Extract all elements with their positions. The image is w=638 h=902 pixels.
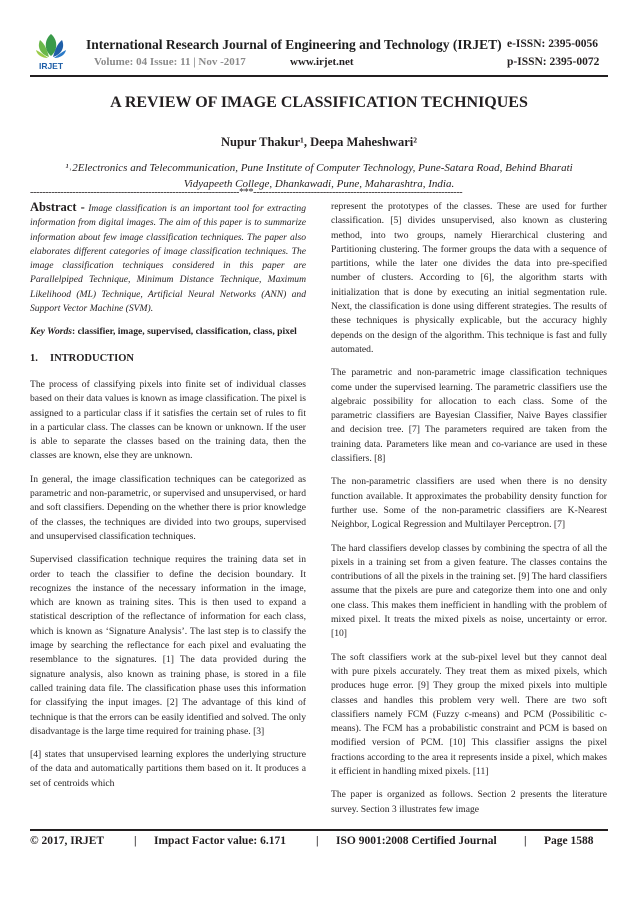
footer-iso: ISO 9001:2008 Certified Journal: [336, 835, 497, 847]
paragraph: The paper is organized as follows. Section 2 presents the literature survey. Section 3 illustrates few image: [331, 789, 607, 815]
p-issn: p-ISSN: 2395-0072: [507, 56, 600, 68]
keywords-text: : classifier, image, supervised, classification, class, pixel: [72, 326, 297, 338]
footer-separator: |: [316, 835, 319, 847]
irjet-logo: [34, 30, 68, 72]
e-issn: e-ISSN: 2395-0056: [507, 38, 599, 50]
keywords-label: Key Words: [30, 326, 73, 338]
paragraph: represent the prototypes of the classes. These are used for further classification. [5] divides unsupervised, also known as clustering method, into two groups, namely Hierarchical clustering and Partitioning clustering. The former groups the data with a sequence of partitions, while the later one divides the data into pre-specified number of clusters. According to [6], the algorithm starts with initialization that is done by executing an initial segmentation rule. Next, the classification is done using different strategies. The results of these techniques is physically explicable, but the accuracy highly depends on the design of the algorithm. This technique is fast and fully automated.: [331, 201, 607, 355]
authors: Nupur Thakur¹, Deepa Maheshwari²: [221, 135, 417, 149]
right-column: [331, 200, 607, 826]
footer-copyright: © 2017, IRJET: [30, 835, 105, 847]
journal-website: www.irjet.net: [290, 56, 354, 68]
volume-issue: Volume: 04 Issue: 11 | Nov -2017: [94, 56, 246, 68]
section-heading: [30, 352, 306, 366]
paragraph: In general, the image classification techniques can be categorized as parametric and non-parametric, or supervised and unsupervised, or hard and soft classifiers. Depending on the whether there is prior knowledge of the classes, the techniques are divided into two groups, supervised and unsupervised classification techniques.: [30, 473, 306, 542]
section-number: 1.: [30, 352, 38, 364]
footer-page-number: Page 1588: [544, 835, 594, 847]
paragraph: The process of classifying pixels into finite set of individual classes based on their data values is known as image classification. The pixel is assigned to a particular class if it satisfies the certain set of rules to fit in a particular class. The classes can be known or unknown. If the user is able to separate the classes based on the training data, then the classes are known, else they are unknown.: [30, 378, 306, 462]
section-divider: ---------------------------------------------------------------------***---------------------------------------------------------------------: [30, 188, 463, 198]
paragraph: The hard classifiers develop classes by combining the spectra of all the pixels in a training set from a given feature. The classes contains the contributions of all the pixels in the training set. [9] The hard classifiers assume that the pixels are pure and categorize them into one and only one class. This makes them inefficient in handling with the problem of mixed pixel. It treats the mixed pixels as noise, uncertainty or error. [10]: [331, 542, 607, 640]
abstract: [30, 200, 306, 316]
paragraph: [4] states that unsupervised learning explores the underlying structure of the data and automatically partitions them based on it. It produces a set of centroids which: [30, 749, 306, 789]
footer-impact-factor: Impact Factor value: 6.171: [154, 835, 287, 847]
abstract-label: Abstract -: [30, 200, 85, 214]
section-title: INTRODUCTION: [50, 352, 135, 364]
left-column: [30, 200, 306, 800]
leaf-icon: [36, 34, 66, 58]
paragraph: The parametric and non-parametric image classification techniques come under the supervised learning. The parametric classifiers use the algebraic possibility for allocation to each class. Some of the parametric classifiers are Bayesian Classifier, Naive Bayes classifier and decision tree. [7] The parameters required are taken from the training data. Parameters like mean and co-variance are used in these classifiers. [8]: [331, 367, 607, 465]
header-rule: [30, 75, 608, 77]
affiliation-line-1: ¹˒2Electronics and Telecommunication, Pune Institute of Computer Technology, Pune-Satara Road, Behind Bharati: [65, 162, 573, 174]
logo-text: IRJET: [38, 61, 64, 71]
keywords: [30, 325, 306, 339]
footer-separator: |: [524, 835, 527, 847]
affiliation-line-2: Vidyapeeth College, Dhankawadi, Pune, Maharashtra, India.: [183, 178, 455, 190]
footer-separator: |: [134, 835, 137, 847]
footer-rule: [30, 829, 608, 831]
paragraph: Supervised classification technique requires the training data set in order to teach the classifier to define the decision boundary. It recognizes the instance of the necessary information in the image, which are known as training sites. This is then used to expand a statistical description of the reflectance of information for each class, which is known as ‘Signature Analysis’. The last step is to classify the image by searching the reflectance for each pixel and evaluating the resemblance to the signatures. [1] The data provided during the signature analysis, also known as training phase, is stored in a file called training data file. The classification phase uses this information for classifying the input images. [2] The advantage of this kind of technique is that the errors can be easily identified and solved. The only disadvantage is the large time required for training phase. [3]: [30, 554, 306, 737]
paper-title: A REVIEW OF IMAGE CLASSIFICATION TECHNIQUES: [110, 94, 528, 111]
paragraph: The soft classifiers work at the sub-pixel level but they cannot deal with pure pixels accurately. They treat them as mixed pixels, which produces huge error. [9] They group the mixed pixels into multiple classes and handles this problem very well. There are two soft classifiers namely FCM (Fuzzy c-means) and PCM (Possibilitic c-means). The FCM has a probabilistic constraint and PCM is based on modified version of PCM. [10] This classifier assigns the pixel fractions according to the area it represents inside a pixel, which makes it efficient in handling mixed pixels. [11]: [331, 651, 607, 777]
paragraph: The non-parametric classifiers are used when there is no density function available. It approximates the probability density function for further use. Some of the non-parametric classifiers are K-Nearest Neighbor, Logical Regression and Multilayer Perceptron. [7]: [331, 476, 607, 531]
journal-title: International Research Journal of Engineering and Technology (IRJET): [86, 37, 502, 52]
abstract-text: Image classification is an important tool for extracting information from digital images. The aim of this paper is to summarize information about few image classification techniques. The paper also elaborates different categories of image classification techniques. The image classification techniques considered in this paper are Parallelpiped Technique, Minimum Distance Technique, Maximum Likelihood (ML) Technique, Artificial Neural Networks (ANN) and Support Vector Machine (SVM).: [30, 203, 306, 315]
